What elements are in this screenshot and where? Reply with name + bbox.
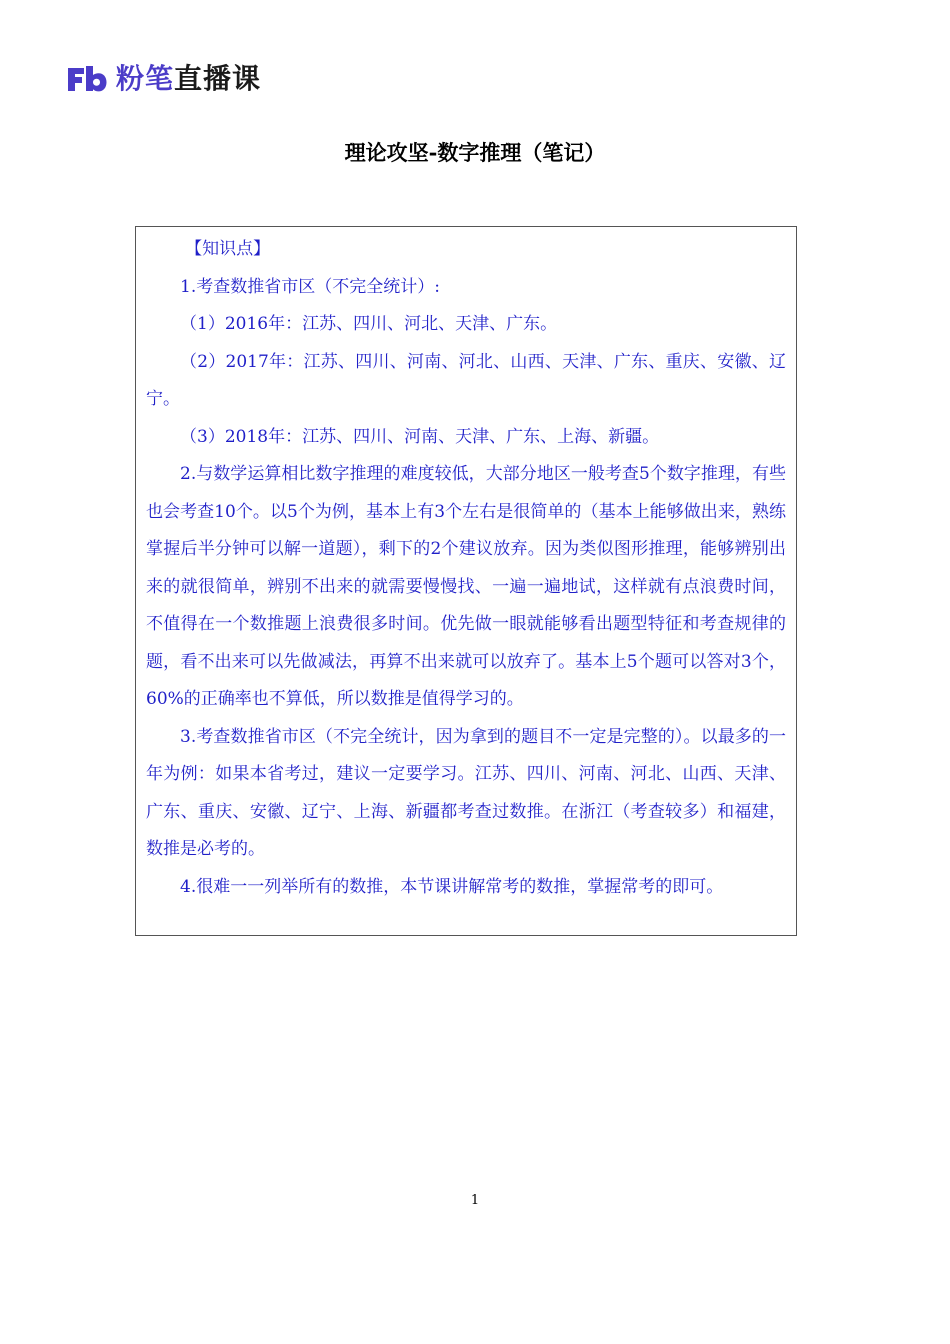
note-paragraph: 2.与数学运算相比数字推理的难度较低，大部分地区一般考查5个数字推理，有些也会考查10个。以5个为例，基本上有3个左右是很简单的（基本上能够做出来，熟练掌握后半分钟可以解一道题），剩下的2个建议放弃。因为类似图形推理，能够辨别出来的就很简单，辨别不出来的就需要慢慢找、一遍一遍地试，这样就有点浪费时间，不值得在一个数推题上浪费很多时间。优先做一眼就能够看出题型特征和考查规律的题，看不出来可以先做减法，再算不出来就可以放弃了。基本上5个题可以答对3个，60%的正确率也不算低，所以数推是值得学习的。 bbox=[146, 464, 786, 709]
note-paragraph: 3.考查数推省市区（不完全统计，因为拿到的题目不一定是完整的）。以最多的一年为例：如果本省考过，建议一定要学习。江苏、四川、河南、河北、山西、天津、广东、重庆、安徽、辽宁、上海、新疆都考查过数推。在浙江（考查较多）和福建，数推是必考的。 bbox=[146, 726, 786, 859]
note-paragraph: （1）2016年：江苏、四川、河北、天津、广东。 bbox=[180, 314, 558, 334]
knowledge-points-heading: 【知识点】 bbox=[185, 239, 271, 259]
note-paragraph: （2）2017年：江苏、四川、河南、河北、山西、天津、广东、重庆、安徽、辽宁。 bbox=[146, 351, 786, 409]
fenbi-logo-icon bbox=[66, 64, 108, 94]
logo-brand-text: 粉笔 bbox=[116, 62, 175, 95]
note-paragraph: 1.考查数推省市区（不完全统计）: bbox=[180, 276, 440, 297]
note-paragraph: 4.很难一一列举所有的数推，本节课讲解常考的数推，掌握常考的即可。 bbox=[180, 876, 724, 897]
document-title: 理论攻坚-数字推理（笔记） bbox=[344, 140, 606, 165]
page-number: 1 bbox=[470, 1193, 480, 1208]
logo-wordmark bbox=[116, 62, 261, 96]
brand-logo bbox=[66, 62, 261, 96]
knowledge-points-box bbox=[135, 226, 797, 936]
logo-course-text: 直播课 bbox=[174, 62, 262, 95]
note-paragraph: （3）2018年：江苏、四川、河南、天津、广东、上海、新疆。 bbox=[180, 426, 660, 447]
